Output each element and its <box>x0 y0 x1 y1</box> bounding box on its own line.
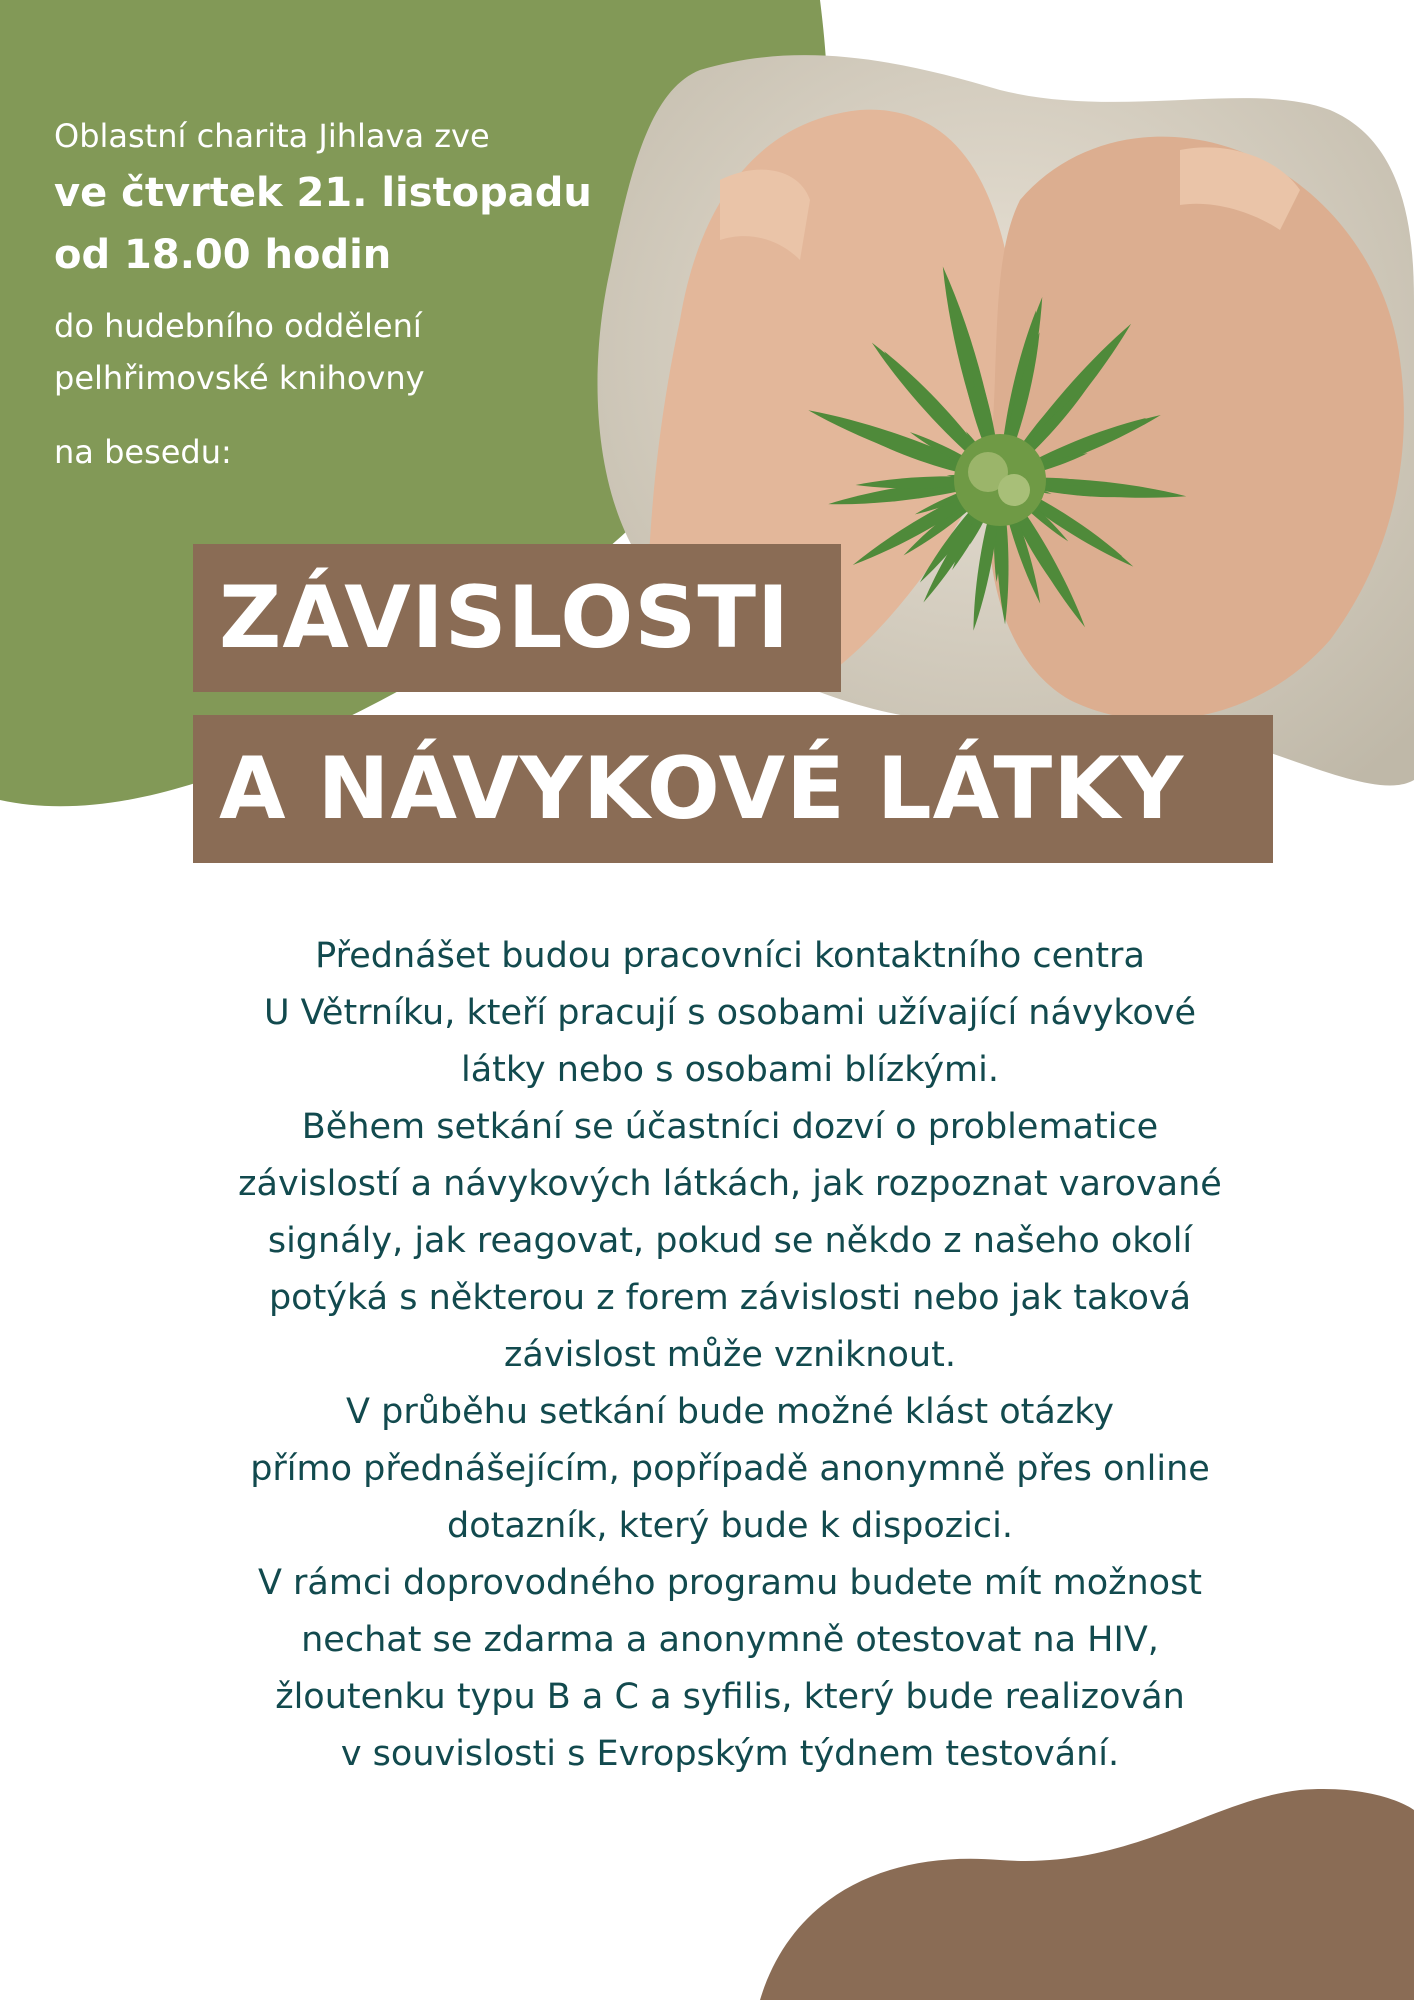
description-line: nechat se zdarma a anonymně otestovat na HIV, <box>301 1620 1159 1660</box>
description-line: dotazník, který bude k dispozici. <box>446 1506 1013 1546</box>
venue-line-2: pelhřimovské knihovny <box>54 359 425 397</box>
description-line: potýká s některou z forem závislosti nebo jak taková <box>268 1278 1192 1318</box>
event-time: od 18.00 hodin <box>54 232 392 278</box>
description-line: přímo přednášejícím, popřípadě anonymně přes online <box>250 1449 1210 1489</box>
description-line: V průběhu setkání bude možné klást otázky <box>346 1392 1114 1432</box>
description-line: závislostí a návykových látkách, jak rozpoznat varované <box>238 1164 1222 1204</box>
description-line: V rámci doprovodného programu budete mít možnost <box>257 1563 1203 1603</box>
description-line: závislost může vzniknout. <box>504 1335 956 1375</box>
event-intro <box>54 110 614 478</box>
description-line: Přednášet budou pracovníci kontaktního centra <box>315 936 1145 976</box>
description-line: signály, jak reagovat, pokud se někdo z našeho okolí <box>267 1221 1193 1261</box>
description-line: látky nebo s osobami blízkými. <box>461 1050 999 1090</box>
description-line: U Větrníku, kteří pracují s osobami užívající návykové <box>263 993 1197 1033</box>
description-line: žloutenku typu B a C a syfilis, který bude realizován <box>275 1677 1185 1717</box>
event-date: ve čtvrtek 21. listopadu <box>54 170 592 216</box>
event-type: na besedu: <box>54 433 232 471</box>
event-description <box>180 928 1280 1783</box>
organizer-text: Oblastní charita Jihlava zve <box>54 117 490 155</box>
title-line-2: A NÁVYKOVÉ LÁTKY <box>193 715 1273 863</box>
title-line-1: ZÁVISLOSTI <box>193 544 841 692</box>
description-line: Během setkání se účastníci dozví o problematice <box>301 1107 1159 1147</box>
description-line: v souvislosti s Evropským týdnem testování. <box>340 1734 1120 1774</box>
venue-line-1: do hudebního oddělení <box>54 307 422 345</box>
